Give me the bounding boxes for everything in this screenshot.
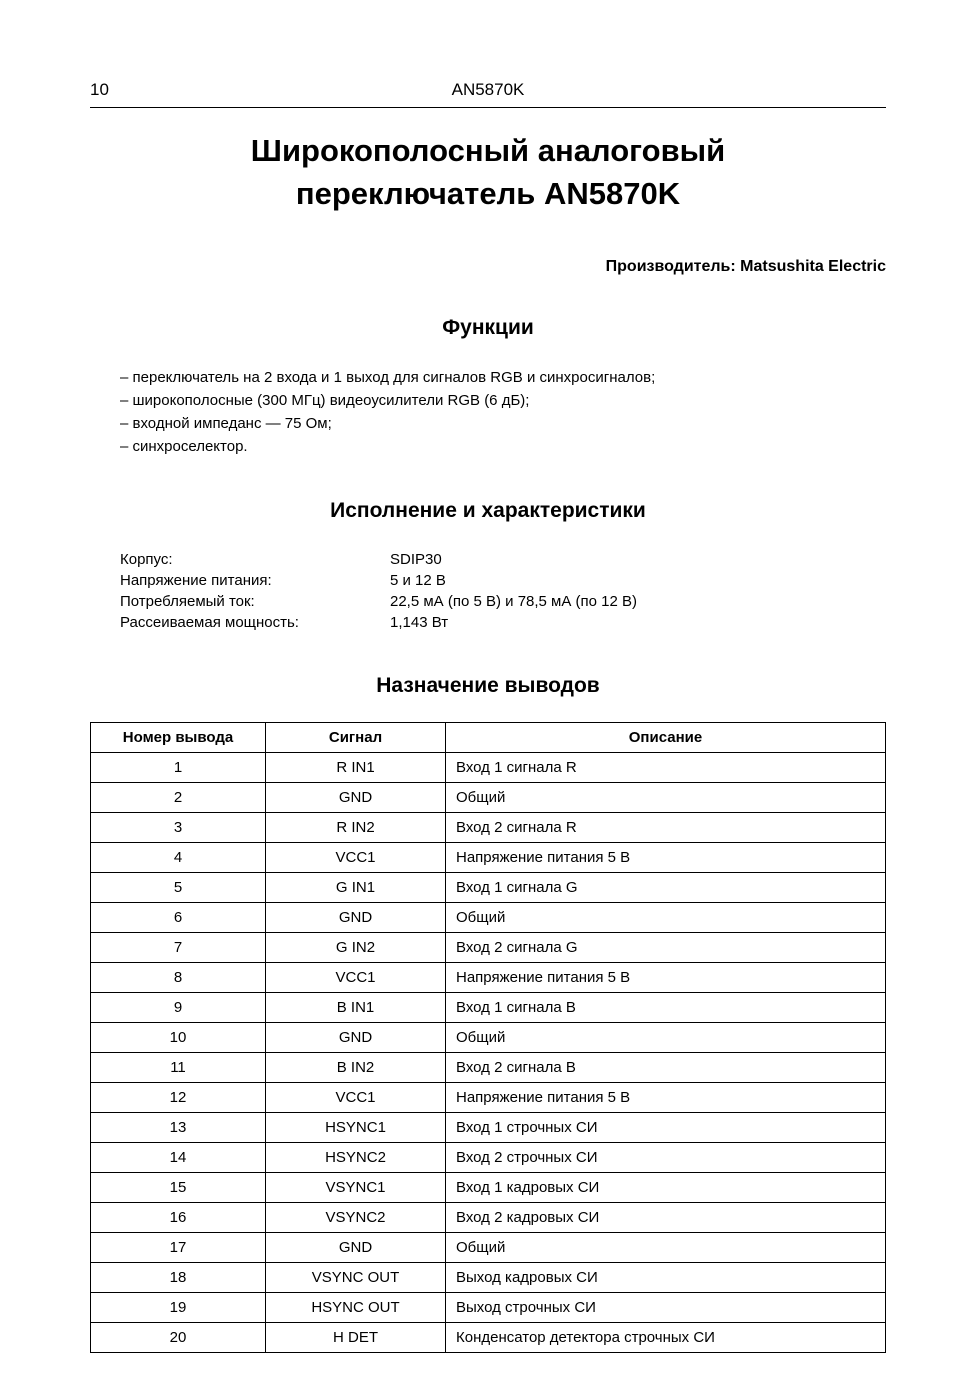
functions-list bbox=[90, 366, 886, 459]
description-cell: Общий bbox=[446, 782, 886, 812]
document-title bbox=[90, 130, 886, 216]
signal-cell: B IN2 bbox=[266, 1052, 446, 1082]
characteristic-row bbox=[120, 570, 886, 591]
column-header-description: Описание bbox=[446, 722, 886, 752]
table-row bbox=[91, 1202, 886, 1232]
signal-cell: R IN2 bbox=[266, 812, 446, 842]
signal-cell: HSYNC2 bbox=[266, 1142, 446, 1172]
description-cell: Выход кадровых СИ bbox=[446, 1262, 886, 1292]
characteristic-value: 5 и 12 В bbox=[390, 571, 446, 589]
description-cell: Вход 2 сигнала R bbox=[446, 812, 886, 842]
pin-number-cell: 7 bbox=[91, 932, 266, 962]
description-cell: Вход 2 кадровых СИ bbox=[446, 1202, 886, 1232]
table-row bbox=[91, 1022, 886, 1052]
table-row bbox=[91, 992, 886, 1022]
signal-cell: VSYNC OUT bbox=[266, 1262, 446, 1292]
pinout-table bbox=[90, 722, 886, 1353]
description-cell: Напряжение питания 5 В bbox=[446, 962, 886, 992]
characteristic-label: Корпус: bbox=[120, 550, 173, 568]
description-cell: Вход 1 сигнала R bbox=[446, 752, 886, 782]
signal-cell: G IN1 bbox=[266, 872, 446, 902]
table-row bbox=[91, 1142, 886, 1172]
pin-number-cell: 16 bbox=[91, 1202, 266, 1232]
signal-cell: B IN1 bbox=[266, 992, 446, 1022]
description-cell: Общий bbox=[446, 1232, 886, 1262]
description-cell: Вход 2 сигнала B bbox=[446, 1052, 886, 1082]
table-row bbox=[91, 1082, 886, 1112]
pin-number-cell: 18 bbox=[91, 1262, 266, 1292]
pin-number-cell: 6 bbox=[91, 902, 266, 932]
section-heading-pinout: Назначение выводов bbox=[376, 673, 600, 697]
table-row bbox=[91, 782, 886, 812]
signal-cell: VCC1 bbox=[266, 842, 446, 872]
pin-number-cell: 10 bbox=[91, 1022, 266, 1052]
characteristic-row bbox=[120, 612, 886, 633]
signal-cell: VSYNC2 bbox=[266, 1202, 446, 1232]
description-cell: Вход 1 сигнала B bbox=[446, 992, 886, 1022]
pin-number-cell: 3 bbox=[91, 812, 266, 842]
signal-cell: R IN1 bbox=[266, 752, 446, 782]
description-cell: Напряжение питания 5 В bbox=[446, 842, 886, 872]
function-item: – синхроселектор. bbox=[120, 438, 248, 456]
table-row bbox=[91, 1292, 886, 1322]
signal-cell: GND bbox=[266, 782, 446, 812]
column-header-pin-number: Номер вывода bbox=[91, 722, 266, 752]
pin-number-cell: 4 bbox=[91, 842, 266, 872]
document-title-line1: Широкополосный аналоговый bbox=[250, 133, 726, 168]
signal-cell: HSYNC1 bbox=[266, 1112, 446, 1142]
characteristic-label: Потребляемый ток: bbox=[120, 593, 255, 611]
characteristic-label: Напряжение питания: bbox=[120, 571, 272, 589]
pin-number-cell: 17 bbox=[91, 1232, 266, 1262]
pin-number-cell: 2 bbox=[91, 782, 266, 812]
characteristics-list bbox=[90, 549, 886, 634]
table-row bbox=[91, 842, 886, 872]
manufacturer-line: Производитель: Matsushita Electric bbox=[605, 257, 886, 275]
characteristic-value: 1,143 Вт bbox=[390, 614, 449, 632]
description-cell: Вход 2 строчных СИ bbox=[446, 1142, 886, 1172]
table-row bbox=[91, 932, 886, 962]
section-heading-functions: Функции bbox=[442, 315, 534, 339]
table-row bbox=[91, 1172, 886, 1202]
signal-cell: GND bbox=[266, 902, 446, 932]
pin-number-cell: 5 bbox=[91, 872, 266, 902]
table-row bbox=[91, 812, 886, 842]
function-item: – переключатель на 2 входа и 1 выход для сигналов RGB и синхросигналов; bbox=[120, 368, 656, 386]
section-heading-characteristics: Исполнение и характеристики bbox=[330, 498, 646, 522]
description-cell: Общий bbox=[446, 1022, 886, 1052]
description-cell: Вход 1 кадровых СИ bbox=[446, 1172, 886, 1202]
table-row bbox=[91, 962, 886, 992]
function-item: – входной импеданс — 75 Ом; bbox=[120, 415, 332, 433]
pin-number-cell: 11 bbox=[91, 1052, 266, 1082]
description-cell: Конденсатор детектора строчных СИ bbox=[446, 1322, 886, 1352]
function-item: – широкополосные (300 МГц) видеоусилители RGB (6 дБ); bbox=[120, 391, 530, 409]
document-title-line2: переключатель AN5870K bbox=[295, 175, 681, 211]
characteristic-value: SDIP30 bbox=[390, 550, 442, 568]
table-row bbox=[91, 1112, 886, 1142]
signal-cell: HSYNC OUT bbox=[266, 1292, 446, 1322]
characteristic-row bbox=[120, 549, 886, 570]
description-cell: Вход 1 сигнала G bbox=[446, 872, 886, 902]
signal-cell: G IN2 bbox=[266, 932, 446, 962]
pin-number-cell: 15 bbox=[91, 1172, 266, 1202]
pin-number-cell: 1 bbox=[91, 752, 266, 782]
table-header-row bbox=[91, 722, 886, 752]
description-cell: Выход строчных СИ bbox=[446, 1292, 886, 1322]
pin-number-cell: 13 bbox=[91, 1112, 266, 1142]
table-row bbox=[91, 902, 886, 932]
column-header-signal: Сигнал bbox=[266, 722, 446, 752]
running-title: AN5870K bbox=[451, 80, 525, 99]
pin-number-cell: 9 bbox=[91, 992, 266, 1022]
table-row bbox=[91, 1052, 886, 1082]
table-row bbox=[91, 1322, 886, 1352]
table-row bbox=[91, 752, 886, 782]
signal-cell: VCC1 bbox=[266, 1082, 446, 1112]
signal-cell: H DET bbox=[266, 1322, 446, 1352]
description-cell: Вход 1 строчных СИ bbox=[446, 1112, 886, 1142]
pin-number-cell: 12 bbox=[91, 1082, 266, 1112]
page-number: 10 bbox=[90, 80, 109, 99]
description-cell: Вход 2 сигнала G bbox=[446, 932, 886, 962]
signal-cell: GND bbox=[266, 1232, 446, 1262]
table-row bbox=[91, 1232, 886, 1262]
characteristic-value: 22,5 мА (по 5 В) и 78,5 мА (по 12 В) bbox=[390, 593, 638, 611]
table-row bbox=[91, 1262, 886, 1292]
description-cell: Напряжение питания 5 В bbox=[446, 1082, 886, 1112]
characteristic-row bbox=[120, 591, 886, 612]
pin-number-cell: 8 bbox=[91, 962, 266, 992]
signal-cell: VSYNC1 bbox=[266, 1172, 446, 1202]
pin-number-cell: 20 bbox=[91, 1322, 266, 1352]
signal-cell: GND bbox=[266, 1022, 446, 1052]
pin-number-cell: 19 bbox=[91, 1292, 266, 1322]
page-header bbox=[90, 80, 886, 108]
table-row bbox=[91, 872, 886, 902]
signal-cell: VCC1 bbox=[266, 962, 446, 992]
characteristic-label: Рассеиваемая мощность: bbox=[120, 614, 299, 632]
description-cell: Общий bbox=[446, 902, 886, 932]
pin-number-cell: 14 bbox=[91, 1142, 266, 1172]
